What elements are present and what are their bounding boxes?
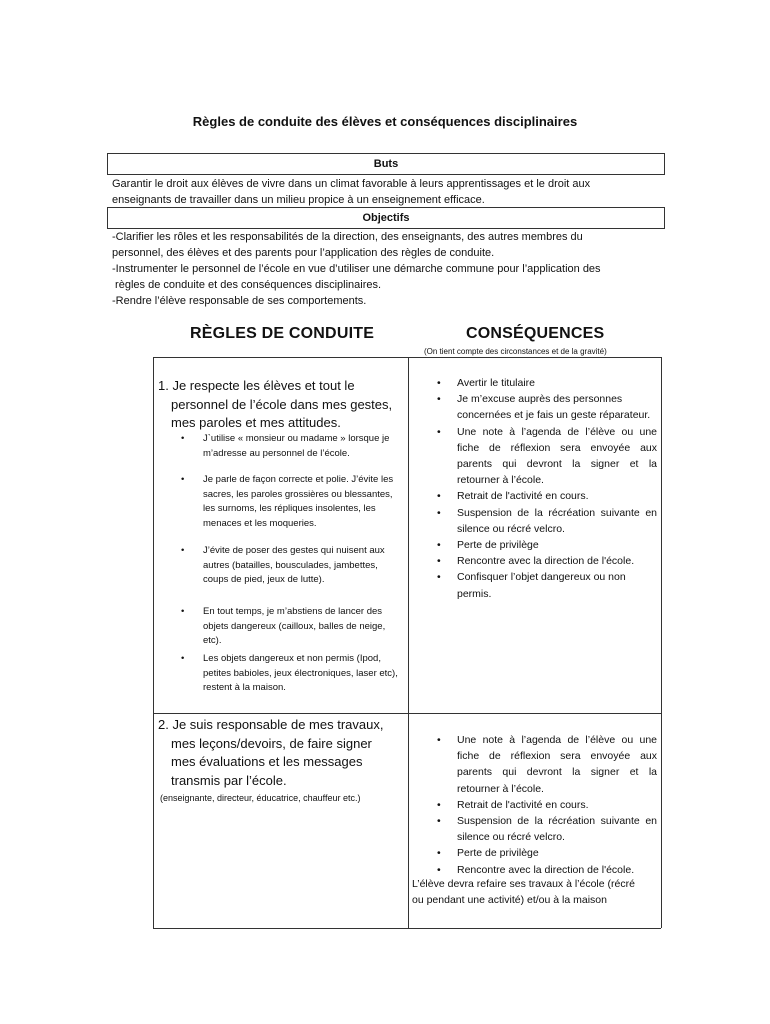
bullet-icon: • [181,545,185,556]
table-right-border [661,357,662,928]
consequence-item [435,391,657,423]
buts-line: enseignants de travailler dans un milieu propice à un enseignement efficace. [112,194,485,206]
table-top-border [153,357,661,358]
rule-1-item [181,652,401,696]
bullet-icon: • [437,815,441,828]
consequence-item [435,424,657,489]
consequence-text: Retrait de l'activité en cours. [457,490,589,503]
bullet-icon: • [437,539,441,552]
consequence-item [435,505,657,537]
rule-1-item-text: En tout temps, je m’abstiens de lancer des objets dangereux (cailloux, balles de neige, etc). [203,606,386,646]
objectifs-line: -Clarifier les rôles et les responsabilités de la direction, des enseignants, des autres membres du [112,231,583,243]
consequence-text: Je m’excuse auprès des personnes concernées et je fais un geste réparateur. [457,393,651,422]
rule-1-item [181,652,401,696]
table-row-divider [153,713,661,714]
consequence-text: Rencontre avec la direction de l'école. [457,555,635,568]
objectifs-line: -Rendre l’élève responsable de ses comportements. [112,295,367,307]
buts-header: Buts [107,153,665,175]
objectifs-line: règles de conduite et des conséquences disciplinaires. [112,279,382,291]
buts-text [112,176,662,208]
consequence-item [435,732,657,797]
consequence-text: Perte de privilège [457,847,539,860]
bullet-icon: • [437,490,441,503]
rule-1-item [181,544,401,588]
bullet-icon: • [437,798,441,811]
rule-2-title-line: transmis par l’école. [171,772,287,788]
objectifs-text [112,229,662,309]
document-title: Règles de conduite des élèves et conséquences disciplinaires [192,114,578,129]
consequence-text: Retrait de l'activité en cours. [457,798,589,811]
rule-2-consequences [435,732,657,878]
bullet-icon: • [437,377,441,389]
rule-2-tail-line: L’élève devra refaire ses travaux à l’école (récré [412,878,635,890]
bullet-icon: • [437,863,441,876]
consequence-text: Suspension de la récréation suivante en silence ou récré velcro. [457,815,657,844]
consequence-item [435,845,657,861]
rule-1-title-line: personnel de l’école dans mes gestes, [171,396,393,412]
rule-2-title [158,716,383,790]
rule-1-item [181,432,401,461]
rule-1-item [181,432,401,461]
buts-line: Garantir le droit aux élèves de vivre dans un climat favorable à leurs apprentissages et le droit aux [112,178,591,190]
rule-1-item-text: J`utilise « monsieur ou madame » lorsque je m’adresse au personnel de l’école. [203,433,390,459]
consequence-item [435,553,657,569]
bullet-icon: • [181,606,185,617]
rule-1-item-text: Les objets dangereux et non permis (Ipod, petites babioles, jeux électroniques, laser etc), restent à la maison. [203,653,398,693]
table-column-divider [408,357,409,928]
rule-1-item [181,473,401,531]
rule-2-tail [412,876,660,908]
table-left-border [153,357,154,928]
rule-2-title-line: 2. Je suis responsable de mes travaux, [158,717,384,732]
rule-1-consequences [435,375,657,602]
rule-1-title-line: 1. Je respecte les élèves et tout le [158,378,355,393]
bullet-icon: • [181,433,185,444]
objectifs-header: Objectifs [107,207,665,229]
consequences-header: CONSÉQUENCES [466,325,605,342]
consequence-text: Suspension de la récréation suivante en silence ou récré velcro. [457,506,657,535]
rule-1-item [181,544,401,588]
consequence-text: Confisquer l’objet dangereux ou non permis. [457,571,626,600]
consequence-text: Perte de privilège [457,539,539,552]
bullet-icon: • [181,474,185,485]
bullet-icon: • [181,653,185,664]
bullet-icon: • [437,425,441,438]
rules-header: RÈGLES DE CONDUITE [190,325,375,342]
table-bottom-border [153,928,661,929]
consequence-text: Rencontre avec la direction de l'école. [457,863,635,876]
bullet-icon: • [437,506,441,519]
bullet-icon: • [437,571,441,584]
consequence-item [435,813,657,845]
bullet-icon: • [437,847,441,860]
consequence-text: Avertir le titulaire [457,377,536,389]
rule-1-item [181,605,401,649]
rule-2-title-line: mes évaluations et les messages [171,754,363,769]
rule-1-item [181,605,401,649]
consequence-text: Une note à l’agenda de l’élève ou une fiche de réflexion sera envoyée aux parents qui devront la signer et la retourner à l’école. [457,425,657,487]
consequence-item [435,488,657,504]
rule-1-title [158,377,392,433]
consequence-item [435,375,657,391]
bullet-icon: • [437,393,441,406]
consequence-text: Une note à l’agenda de l’élève ou une fiche de réflexion sera envoyée aux parents qui devront la signer et la retourner à l’école. [457,734,657,795]
objectifs-line: -Instrumenter le personnel de l’école en vue d’utiliser une démarche commune pour l’application des [112,263,601,275]
rule-2-note: (enseignante, directeur, éducatrice, chauffeur etc.) [160,793,361,803]
rule-1-title-line: mes paroles et mes attitudes. [171,415,341,430]
objectifs-line: personnel, des élèves et des parents pour l’application des règles de conduite. [112,247,495,259]
consequences-note: (On tient compte des circonstances et de la gravité) [424,347,607,356]
rule-1-item-text: J’évite de poser des gestes qui nuisent aux autres (batailles, bousculades, jambettes, coups de pied, jeux de lutte). [203,545,385,585]
rule-2-tail-line: ou pendant une activité) et/ou à la maison [412,894,607,906]
rule-2-title-line: mes leçons/devoirs, de faire signer [171,735,372,751]
consequence-item [435,537,657,553]
bullet-icon: • [437,734,441,746]
rule-1-item-text: Je parle de façon correcte et polie. J’évite les sacres, les paroles grossières ou blessantes, les surnoms, les répliques insolentes, les menaces et les moqueries. [203,474,394,529]
consequence-item [435,569,657,601]
rule-1-item [181,473,401,531]
consequence-item [435,797,657,813]
bullet-icon: • [437,555,441,568]
